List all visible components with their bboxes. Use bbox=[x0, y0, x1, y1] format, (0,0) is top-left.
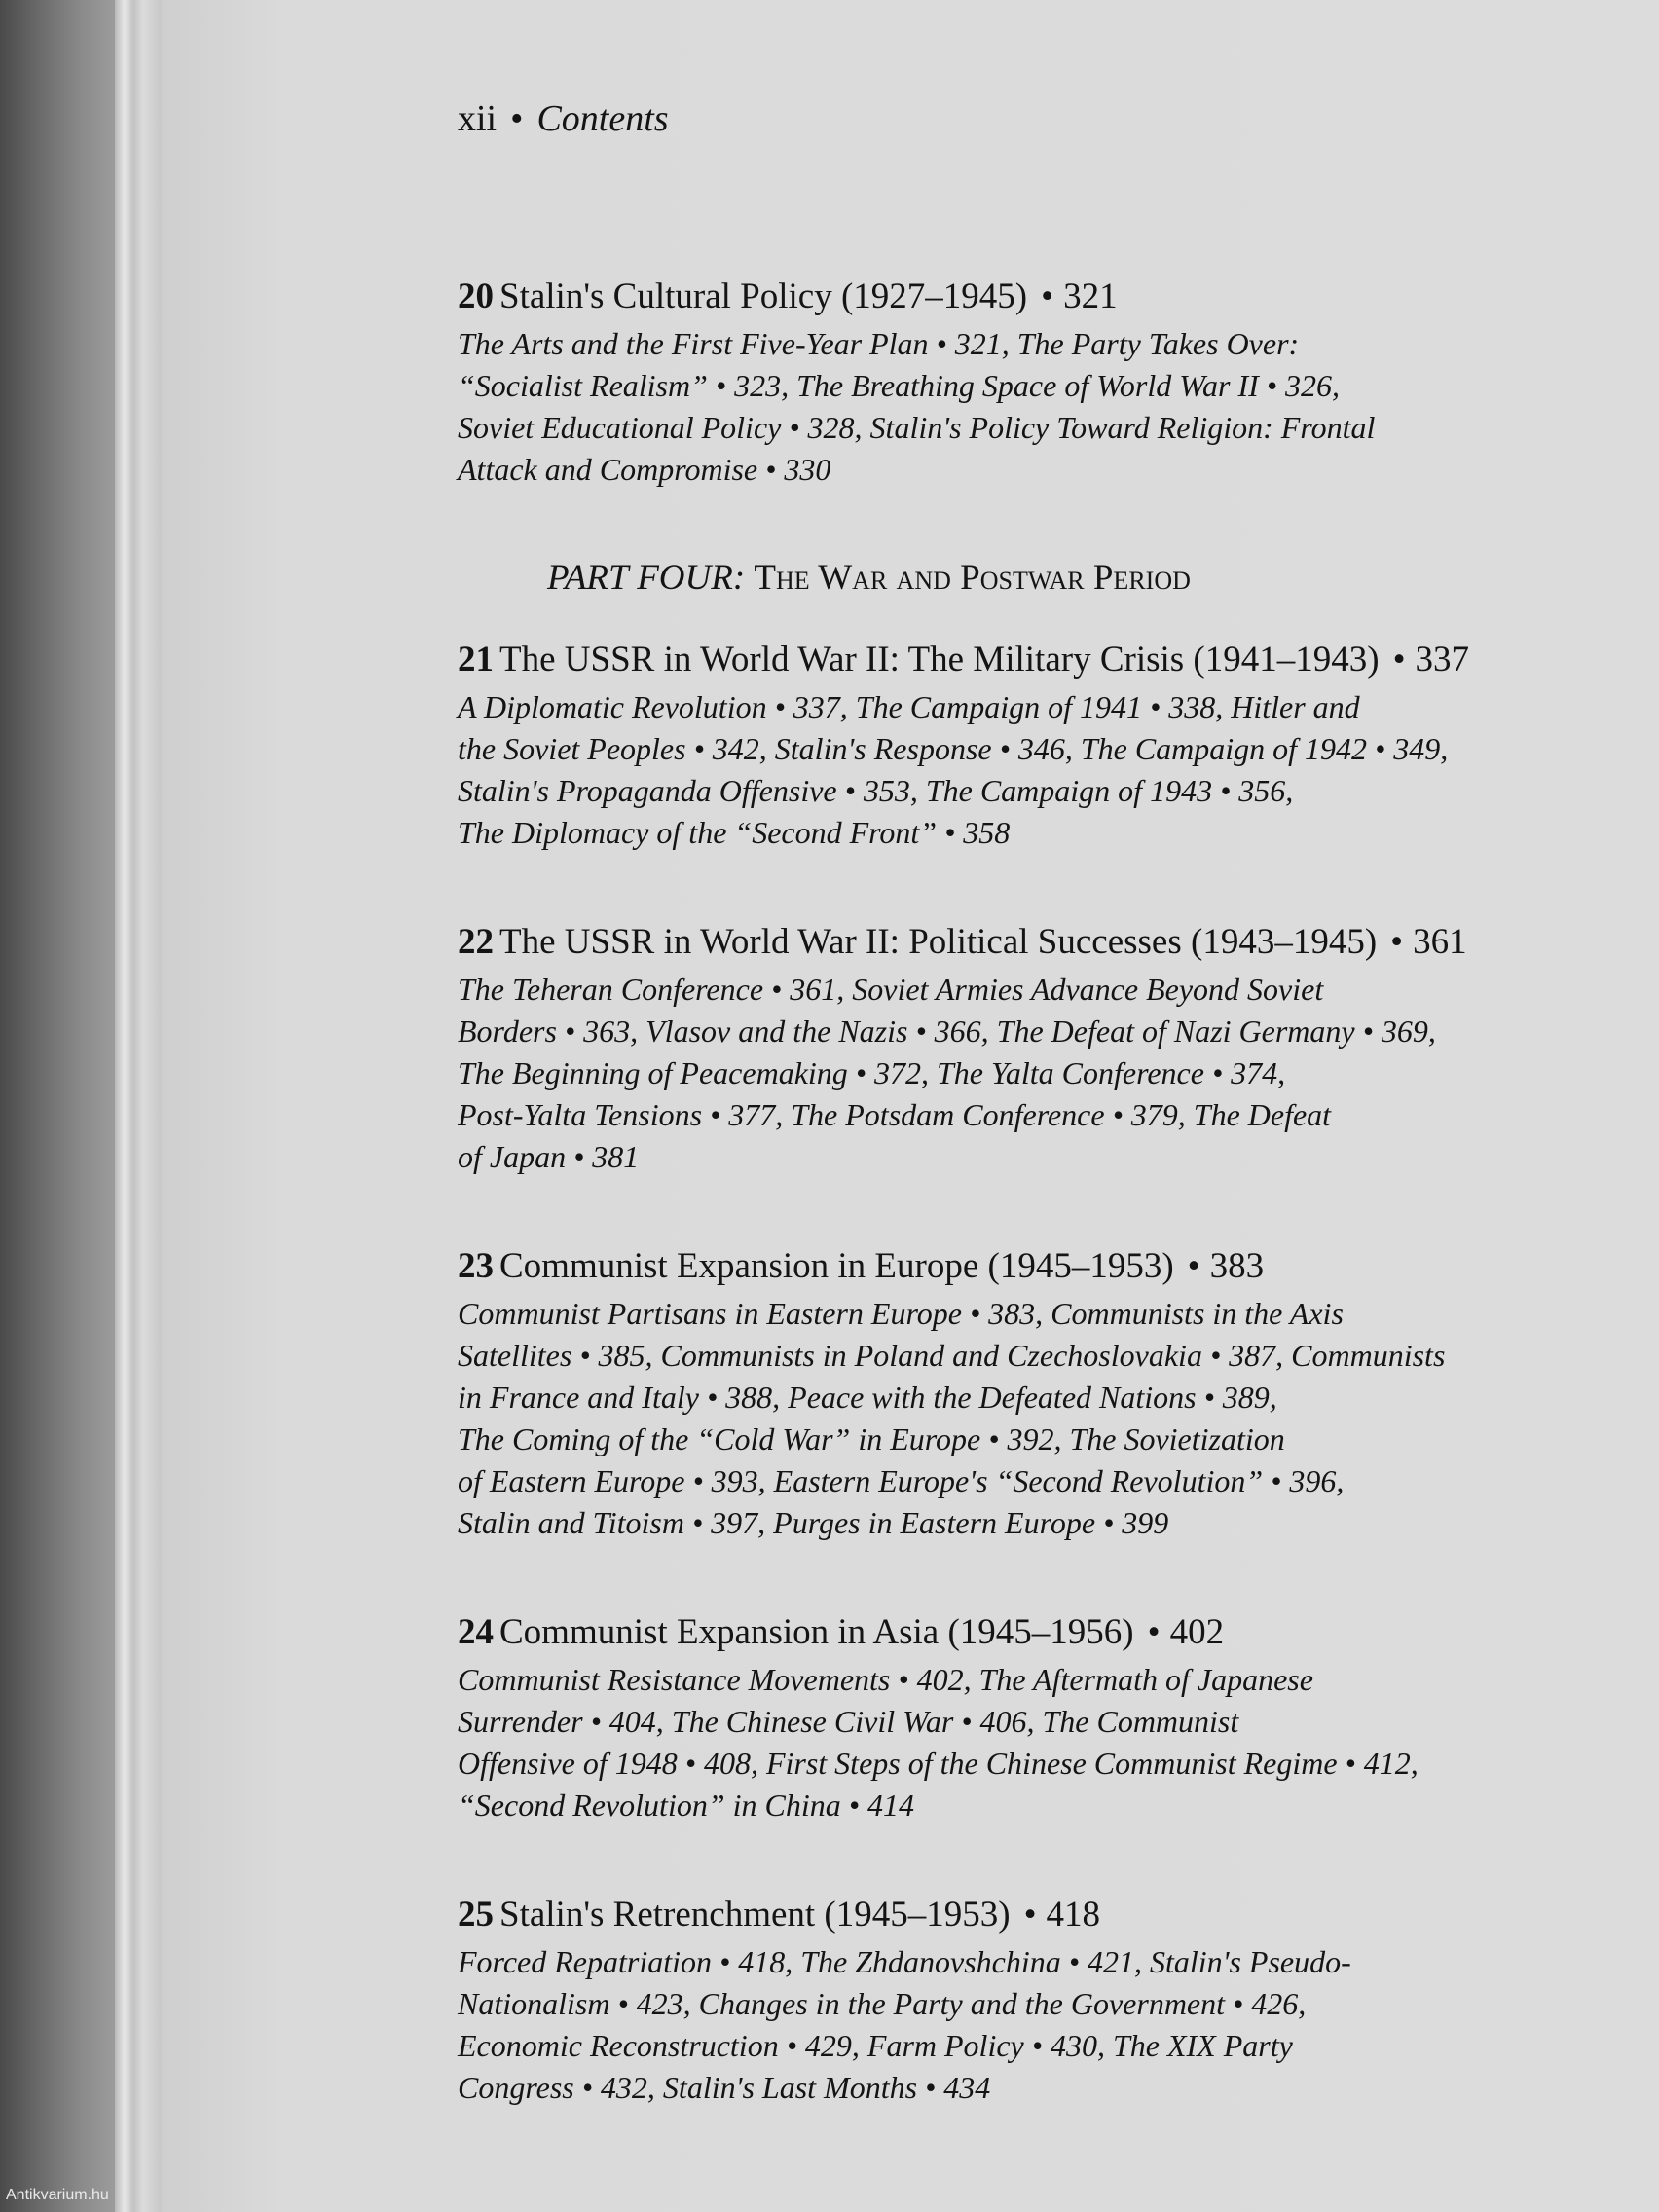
bullet-separator: • bbox=[1023, 1895, 1037, 1935]
bullet-separator: • bbox=[1390, 922, 1404, 962]
chapter-title: Stalin's Retrenchment (1945–1953) bbox=[499, 1895, 1011, 1935]
chapter-heading bbox=[458, 638, 1606, 682]
subsection-line: the Soviet Peoples • 342, Stalin's Response • 346, The Campaign of 1942 • 349, bbox=[458, 731, 1449, 766]
subsection-line: Offensive of 1948 • 408, First Steps of the Chinese Communist Regime • 412, bbox=[458, 1746, 1419, 1781]
chapter-subsections bbox=[458, 323, 1606, 491]
chapter-entry bbox=[458, 1244, 1606, 1544]
chapter-list-part-three bbox=[458, 275, 1606, 491]
chapter-heading bbox=[458, 920, 1606, 965]
chapter-entry bbox=[458, 1893, 1606, 2109]
subsection-line: A Diplomatic Revolution • 337, The Campaign of 1941 • 338, Hitler and bbox=[458, 689, 1360, 724]
chapter-number: 24 bbox=[458, 1612, 494, 1652]
part-label: PART FOUR: bbox=[547, 558, 746, 598]
subsection-line: The Coming of the “Cold War” in Europe • 392, The Sovietization bbox=[458, 1421, 1285, 1456]
subsection-line: The Teheran Conference • 361, Soviet Armies Advance Beyond Soviet bbox=[458, 972, 1324, 1007]
chapter-title: Stalin's Cultural Policy (1927–1945) bbox=[499, 276, 1028, 316]
chapter-page: 321 bbox=[1063, 276, 1118, 316]
chapter-page: 418 bbox=[1046, 1895, 1101, 1935]
chapter-page: 402 bbox=[1169, 1612, 1225, 1652]
chapter-subsections bbox=[458, 686, 1606, 854]
subsection-line: Post-Yalta Tensions • 377, The Potsdam Conference • 379, The Defeat bbox=[458, 1097, 1332, 1132]
subsection-line: Congress • 432, Stalin's Last Months • 434 bbox=[458, 2070, 991, 2105]
chapter-heading bbox=[458, 1610, 1606, 1655]
bullet-separator: • bbox=[1187, 1246, 1200, 1286]
chapter-number: 22 bbox=[458, 922, 494, 962]
part-heading bbox=[547, 557, 1606, 599]
contents-page bbox=[458, 97, 1606, 2175]
part-title: The War and Postwar Period bbox=[754, 558, 1191, 598]
subsection-line: of Japan • 381 bbox=[458, 1139, 640, 1174]
book-spine bbox=[0, 0, 115, 2212]
chapter-subsections bbox=[458, 1659, 1606, 1826]
page-number: xii bbox=[458, 98, 498, 139]
chapter-title: The USSR in World War II: Political Successes (1943–1945) bbox=[499, 922, 1378, 962]
chapter-number: 23 bbox=[458, 1246, 494, 1286]
chapter-page: 383 bbox=[1209, 1246, 1265, 1286]
subsection-line: Soviet Educational Policy • 328, Stalin's Policy Toward Religion: Frontal bbox=[458, 410, 1376, 445]
page-edges bbox=[115, 0, 162, 2212]
subsection-line: Communist Partisans in Eastern Europe • 383, Communists in the Axis bbox=[458, 1296, 1344, 1331]
subsection-line: Borders • 363, Vlasov and the Nazis • 366, The Defeat of Nazi Germany • 369, bbox=[458, 1014, 1436, 1049]
chapter-number: 21 bbox=[458, 640, 494, 680]
subsection-line: The Arts and the First Five-Year Plan • 321, The Party Takes Over: bbox=[458, 326, 1300, 361]
chapter-page: 337 bbox=[1415, 640, 1470, 680]
subsection-line: The Beginning of Peacemaking • 372, The Yalta Conference • 374, bbox=[458, 1055, 1286, 1090]
chapter-subsections bbox=[458, 1293, 1606, 1544]
subsection-line: Surrender • 404, The Chinese Civil War • 406, The Communist bbox=[458, 1704, 1239, 1739]
chapter-entry bbox=[458, 275, 1606, 491]
subsection-line: Stalin and Titoism • 397, Purges in Eastern Europe • 399 bbox=[458, 1505, 1169, 1540]
chapter-number: 25 bbox=[458, 1895, 494, 1935]
watermark: Antikvarium.hu bbox=[6, 2187, 109, 2203]
bullet-separator: • bbox=[1147, 1612, 1161, 1652]
chapter-title: Communist Expansion in Asia (1945–1956) bbox=[499, 1612, 1134, 1652]
subsection-line: Attack and Compromise • 330 bbox=[458, 452, 831, 487]
subsection-line: Forced Repatriation • 418, The Zhdanovshchina • 421, Stalin's Pseudo- bbox=[458, 1944, 1351, 1979]
chapter-list-part-four bbox=[458, 638, 1606, 2109]
chapter-number: 20 bbox=[458, 276, 494, 316]
header-title: Contents bbox=[536, 98, 669, 139]
chapter-entry bbox=[458, 920, 1606, 1178]
subsection-line: Nationalism • 423, Changes in the Party and the Government • 426, bbox=[458, 1986, 1307, 2021]
bullet-separator: • bbox=[1041, 276, 1054, 316]
subsection-line: The Diplomacy of the “Second Front” • 358 bbox=[458, 815, 1011, 850]
chapter-heading bbox=[458, 1893, 1606, 1937]
chapter-title: The USSR in World War II: The Military Crisis (1941–1943) bbox=[499, 640, 1380, 680]
subsection-line: Stalin's Propaganda Offensive • 353, The Campaign of 1943 • 356, bbox=[458, 773, 1294, 808]
chapter-title: Communist Expansion in Europe (1945–1953) bbox=[499, 1246, 1174, 1286]
chapter-heading bbox=[458, 275, 1606, 319]
subsection-line: Economic Reconstruction • 429, Farm Policy • 430, The XIX Party bbox=[458, 2028, 1293, 2063]
header-bullet: • bbox=[510, 98, 524, 139]
subsection-line: “Socialist Realism” • 323, The Breathing Space of World War II • 326, bbox=[458, 368, 1340, 403]
chapter-page: 361 bbox=[1413, 922, 1467, 962]
chapter-entry bbox=[458, 638, 1606, 854]
chapter-heading bbox=[458, 1244, 1606, 1289]
chapter-subsections bbox=[458, 969, 1606, 1178]
subsection-line: of Eastern Europe • 393, Eastern Europe's “Second Revolution” • 396, bbox=[458, 1463, 1345, 1498]
subsection-line: “Second Revolution” in China • 414 bbox=[458, 1788, 914, 1823]
subsection-line: Satellites • 385, Communists in Poland and Czechoslovakia • 387, Communists bbox=[458, 1338, 1446, 1373]
bullet-separator: • bbox=[1392, 640, 1406, 680]
subsection-line: Communist Resistance Movements • 402, The Aftermath of Japanese bbox=[458, 1662, 1313, 1697]
chapter-entry bbox=[458, 1610, 1606, 1826]
running-header bbox=[458, 97, 1606, 140]
chapter-subsections bbox=[458, 1941, 1606, 2109]
subsection-line: in France and Italy • 388, Peace with the Defeated Nations • 389, bbox=[458, 1380, 1277, 1415]
